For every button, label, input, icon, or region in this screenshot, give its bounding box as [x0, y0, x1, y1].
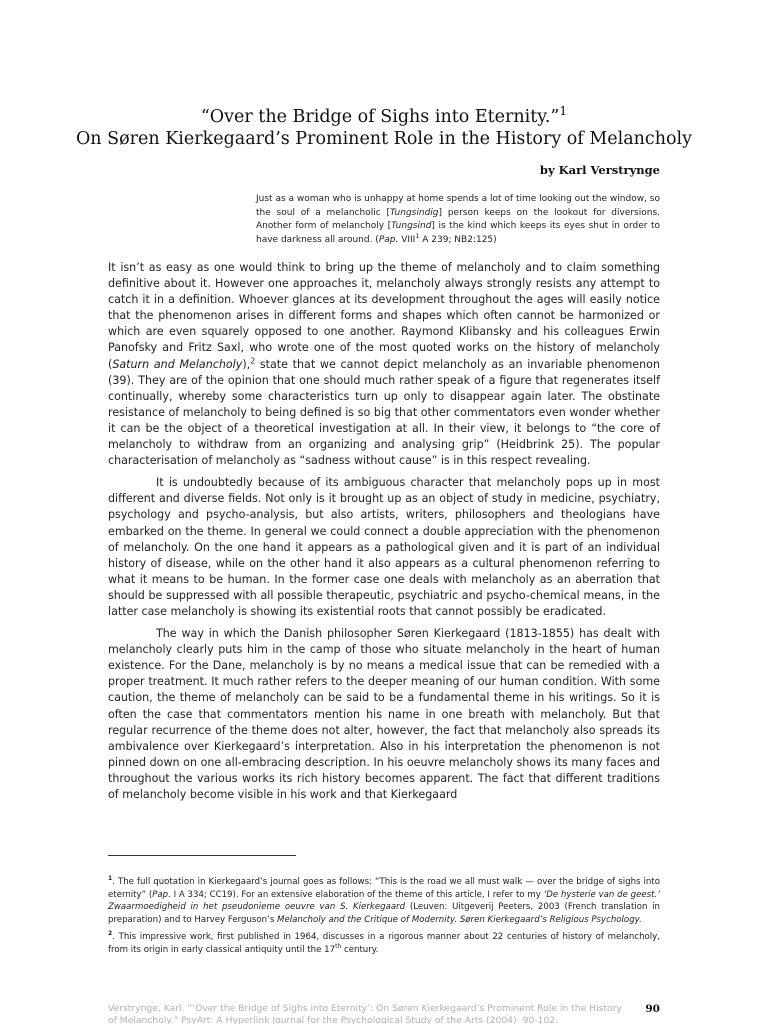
footnote-2: $^2$. This impressive work, first published in 1964, discusses in a rigorous manner about 22 centuries of history of melancholy, from its origin in early classical antiquity until the 17th century.: [108, 930, 660, 955]
footnote-divider: [108, 855, 296, 856]
article-subtitle: On Søren Kierkegaard’s Prominent Role in the History of Melancholy: [75, 129, 693, 149]
epigraph-quote: Just as a woman who is unhappy at home spends a lot of time looking out the window, so the soul of a melancholic [Tungsindig] person keeps on the lookout for diversions. Another form of melancholy [Tungsind] is the kind which keeps its eyes shut in order to have darkness all around. (Pap. VIII$^1$ A 239; NB2:125): [256, 194, 661, 245]
paragraph-1: It isn’t as easy as one would think to bring up the theme of melancholy and to claim something definitive about it. However one approaches it, melancholy always strongly resists any attempt to catch it in a definition. Whoever glances at its development throughout the ages will easily notice that the phenomenon arises in different forms and shapes which often cannot be harmonized or which are even squarely opposed to one another. Raymond Klibansky and his colleagues Erwin Panofsky and Fritz Saxl, who wrote one of the most quoted works on the history of melancholy (Saturn and Melancholy),$^2$ state that we cannot depict melancholy as an invariable phenomenon (39). They are of the opinion that one should much rather speak of a figure that regenerates itself continually, whereby some characteristics turn up only to disappear again later. The obstinate resistance of melancholy to being defined is so big that other commentators even wonder whether it can be the object of a theoretical investigation at all. In their view, it belongs to “the core of melancholy to withdraw from an organizing and analysing grip” (Heidbrink 25). The popular characterisation of melancholy as “sadness without cause” is in this respect revealing.: [108, 261, 660, 468]
footnote-ref-1: 1: [559, 104, 568, 119]
author-byline: by Karl Verstrynge: [539, 163, 660, 177]
paragraph-2: It is undoubtedly because of its ambiguous character that melancholy pops up in most different and diverse fields. Not only is it brought up as an object of study in medicine, psychiatry, psychology and psycho-analysis, but also artists, writers, philosophers and theologians have embarked on the theme. In general we could connect a double appreciation with the phenomenon of melancholy. On the one hand it appears as a pathological given and it is part of an individual history of disease, while on the other hand it also appears as a cultural phenomenon referring to what it means to be human. In the former case one deals with melancholy as an aberration that should be suppressed with all possible therapeutic, psychiatric and psycho-chemical means, in the latter case melancholy is showing its existential roots that cannot possibly be eradicated.: [108, 476, 660, 618]
body-text: [108, 260, 660, 803]
page-number: 90: [645, 1003, 660, 1015]
article-title: [60, 106, 708, 128]
footnote-1: $^1$. The full quotation in Kierkegaard’s journal goes as follows: “This is the road we all must walk — over the bridge of sighs into eternity” (Pap. I A 334; CC19). For an extensive elaboration of the theme of this article, I refer to my ‘De hysterie van de geest.’ Zwaarmoedigheid in het pseudonieme oeuvre van S. Kierkegaard (Leuven: Uitgeverij Peeters, 2003 (French translation in preparation) and to Harvey Ferguson’s Melancholy and the Critique of Modernity. Søren Kierkegaard’s Religious Psychology.: [108, 875, 660, 925]
footnote-ref-2: 2: [250, 355, 256, 365]
footnotes: [108, 876, 660, 962]
title-line-1: “Over the Bridge of Sighs into Eternity.”: [200, 107, 560, 127]
paragraph-3: The way in which the Danish philosopher Søren Kierkegaard (1813-1855) has dealt with melancholy clearly puts him in the camp of those who situate melancholy in the heart of human existence. For the Dane, melancholy is by no means a medical issue that can be remedied with a proper treatment. It much rather refers to the deeper meaning of our human condition. With some caution, the theme of melancholy can be said to be a fundamental theme in his writings. So it is often the case that commentators mention his name in one breath with melancholy. But that regular recurrence of the theme does not alter, however, the fact that melancholy also spreads its ambivalence over Kierkegaard’s interpretation. Also in his interpretation the phenomenon is not pinned down on one all-embracing description. In his oeuvre melancholy shows its many faces and throughout the various works its rich history becomes apparent. The fact that different traditions of melancholy become visible in his work and that Kierkegaard: [108, 627, 660, 801]
footer-citation: Verstrynge, Karl. “‘Over the Bridge of Sighs into Eternity’: On Søren Kierkegaard’s Prominent Role in the History of Melancholy.” PsyArt: A Hyperlink Journal for the Psychological Study of the Arts (2004): 90-102.: [108, 1003, 622, 1024]
